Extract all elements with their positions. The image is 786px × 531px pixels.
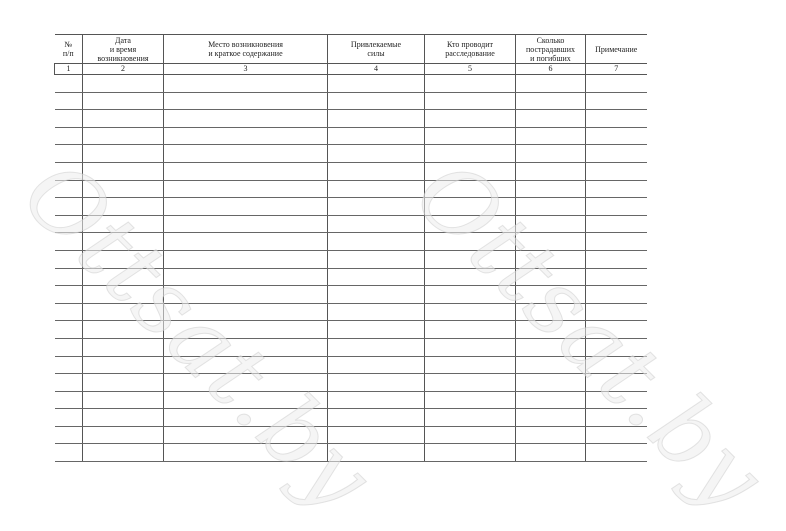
- table-row: [55, 374, 647, 392]
- table-cell[interactable]: [425, 286, 516, 304]
- table-cell[interactable]: [164, 321, 328, 339]
- table-cell[interactable]: [425, 321, 516, 339]
- table-cell[interactable]: [83, 92, 164, 110]
- table-cell[interactable]: [328, 110, 425, 128]
- column-header-number: № п/п: [55, 35, 83, 64]
- table-cell[interactable]: [516, 233, 586, 251]
- table-cell[interactable]: [586, 338, 647, 356]
- table-cell[interactable]: [164, 303, 328, 321]
- table-cell[interactable]: [83, 215, 164, 233]
- table-cell[interactable]: [83, 250, 164, 268]
- table-cell[interactable]: [425, 127, 516, 145]
- table-cell[interactable]: [164, 145, 328, 163]
- table-cell[interactable]: [164, 268, 328, 286]
- table-cell[interactable]: [164, 162, 328, 180]
- table-cell[interactable]: [516, 338, 586, 356]
- table-cell[interactable]: [83, 233, 164, 251]
- table-cell[interactable]: [586, 75, 647, 93]
- table-cell[interactable]: [164, 286, 328, 304]
- table-header-row: [55, 35, 647, 64]
- table-cell[interactable]: [83, 198, 164, 216]
- table-cell[interactable]: [83, 268, 164, 286]
- table-cell[interactable]: [328, 356, 425, 374]
- table-cell[interactable]: [586, 286, 647, 304]
- table-cell[interactable]: [83, 391, 164, 409]
- table-row: [55, 303, 647, 321]
- table-row: [55, 110, 647, 128]
- table-cell[interactable]: [83, 286, 164, 304]
- table-cell[interactable]: [516, 356, 586, 374]
- table-cell[interactable]: [55, 303, 83, 321]
- column-number: 1: [55, 64, 83, 75]
- table-cell[interactable]: [328, 409, 425, 427]
- table-cell[interactable]: [55, 215, 83, 233]
- table-cell[interactable]: [516, 268, 586, 286]
- table-cell[interactable]: [516, 409, 586, 427]
- table-row: [55, 233, 647, 251]
- table-cell[interactable]: [516, 374, 586, 392]
- table-cell[interactable]: [586, 145, 647, 163]
- table-cell[interactable]: [516, 286, 586, 304]
- table-cell[interactable]: [425, 356, 516, 374]
- table-cell[interactable]: [586, 391, 647, 409]
- table-row: [55, 180, 647, 198]
- table-cell[interactable]: [83, 338, 164, 356]
- table-cell[interactable]: [516, 198, 586, 216]
- table-cell[interactable]: [164, 409, 328, 427]
- table-cell[interactable]: [164, 444, 328, 462]
- table-row: [55, 268, 647, 286]
- table-cell[interactable]: [425, 180, 516, 198]
- table-cell[interactable]: [83, 409, 164, 427]
- table-cell[interactable]: [586, 268, 647, 286]
- table-row: [55, 198, 647, 216]
- table-cell[interactable]: [55, 92, 83, 110]
- table-cell[interactable]: [83, 75, 164, 93]
- table-cell[interactable]: [516, 110, 586, 128]
- table-cell[interactable]: [425, 426, 516, 444]
- table-cell[interactable]: [164, 215, 328, 233]
- table-cell[interactable]: [83, 426, 164, 444]
- table-cell[interactable]: [425, 391, 516, 409]
- table-cell[interactable]: [328, 233, 425, 251]
- table-cell[interactable]: [586, 162, 647, 180]
- table-cell[interactable]: [425, 145, 516, 163]
- table-cell[interactable]: [55, 286, 83, 304]
- table-cell[interactable]: [586, 233, 647, 251]
- table-cell[interactable]: [586, 426, 647, 444]
- table-row: [55, 409, 647, 427]
- table-cell[interactable]: [83, 127, 164, 145]
- table-cell[interactable]: [55, 426, 83, 444]
- table-cell[interactable]: [328, 162, 425, 180]
- table-cell[interactable]: [164, 75, 328, 93]
- table-cell[interactable]: [83, 321, 164, 339]
- column-number-row: [55, 64, 647, 75]
- table-cell[interactable]: [425, 198, 516, 216]
- column-header-forces: Привлекаемые силы: [328, 35, 425, 64]
- table-cell[interactable]: [328, 444, 425, 462]
- table-cell[interactable]: [586, 250, 647, 268]
- table-cell[interactable]: [328, 75, 425, 93]
- table-cell[interactable]: [425, 92, 516, 110]
- table-cell[interactable]: [425, 374, 516, 392]
- table-cell[interactable]: [55, 444, 83, 462]
- table-cell[interactable]: [586, 321, 647, 339]
- table-cell[interactable]: [425, 250, 516, 268]
- table-cell[interactable]: [83, 356, 164, 374]
- table-cell[interactable]: [55, 374, 83, 392]
- incident-register-table: [54, 34, 647, 462]
- table-cell[interactable]: [586, 356, 647, 374]
- table-cell[interactable]: [586, 127, 647, 145]
- table-cell[interactable]: [55, 250, 83, 268]
- table-cell[interactable]: [164, 250, 328, 268]
- table-row: [55, 145, 647, 163]
- table-row: [55, 426, 647, 444]
- table-cell[interactable]: [586, 92, 647, 110]
- table-cell[interactable]: [55, 391, 83, 409]
- table-cell[interactable]: [425, 233, 516, 251]
- table-cell[interactable]: [328, 286, 425, 304]
- table-cell[interactable]: [328, 303, 425, 321]
- table-cell[interactable]: [83, 145, 164, 163]
- column-number: 4: [328, 64, 425, 75]
- table-row: [55, 391, 647, 409]
- table-cell[interactable]: [586, 444, 647, 462]
- table-cell[interactable]: [164, 233, 328, 251]
- table-cell[interactable]: [328, 92, 425, 110]
- table-row: [55, 215, 647, 233]
- table-cell[interactable]: [83, 374, 164, 392]
- table-body: [55, 75, 647, 462]
- table-cell[interactable]: [425, 162, 516, 180]
- table-cell[interactable]: [516, 162, 586, 180]
- table-cell[interactable]: [516, 321, 586, 339]
- table-cell[interactable]: [425, 409, 516, 427]
- table-cell[interactable]: [328, 268, 425, 286]
- table-row: [55, 250, 647, 268]
- table-row: [55, 444, 647, 462]
- table-cell[interactable]: [328, 215, 425, 233]
- table-cell[interactable]: [586, 409, 647, 427]
- table-row: [55, 286, 647, 304]
- table-cell[interactable]: [516, 444, 586, 462]
- table-cell[interactable]: [425, 110, 516, 128]
- table-cell[interactable]: [516, 250, 586, 268]
- table-cell[interactable]: [164, 92, 328, 110]
- table-cell[interactable]: [55, 268, 83, 286]
- table-cell[interactable]: [55, 110, 83, 128]
- table-cell[interactable]: [55, 233, 83, 251]
- table-cell[interactable]: [425, 75, 516, 93]
- table-cell[interactable]: [164, 180, 328, 198]
- table-row: [55, 321, 647, 339]
- column-number: 6: [516, 64, 586, 75]
- table-cell[interactable]: [516, 215, 586, 233]
- table-cell[interactable]: [328, 250, 425, 268]
- table-cell[interactable]: [586, 374, 647, 392]
- column-number: 5: [425, 64, 516, 75]
- table-row: [55, 162, 647, 180]
- table-cell[interactable]: [164, 356, 328, 374]
- table-cell[interactable]: [83, 303, 164, 321]
- table-cell[interactable]: [516, 303, 586, 321]
- column-header-casualties: Сколько пострадавших и погибших: [516, 35, 586, 64]
- table-cell[interactable]: [516, 391, 586, 409]
- table-cell[interactable]: [55, 198, 83, 216]
- table-cell[interactable]: [328, 127, 425, 145]
- table-cell[interactable]: [55, 338, 83, 356]
- table-cell[interactable]: [328, 391, 425, 409]
- table-cell[interactable]: [425, 444, 516, 462]
- table-cell[interactable]: [328, 338, 425, 356]
- table-cell[interactable]: [516, 145, 586, 163]
- table-cell[interactable]: [164, 374, 328, 392]
- table-cell[interactable]: [164, 426, 328, 444]
- table-cell[interactable]: [164, 127, 328, 145]
- table-cell[interactable]: [425, 338, 516, 356]
- column-number: 2: [83, 64, 164, 75]
- table-cell[interactable]: [425, 303, 516, 321]
- table-cell[interactable]: [83, 110, 164, 128]
- table-row: [55, 356, 647, 374]
- table-cell[interactable]: [586, 303, 647, 321]
- column-number: 7: [586, 64, 647, 75]
- table-cell[interactable]: [586, 198, 647, 216]
- watermark: Ottsat.by: [2, 140, 394, 531]
- table-cell[interactable]: [425, 215, 516, 233]
- column-number: 3: [164, 64, 328, 75]
- table-cell[interactable]: [164, 338, 328, 356]
- table-cell[interactable]: [55, 180, 83, 198]
- table-cell[interactable]: [83, 180, 164, 198]
- table-cell[interactable]: [516, 75, 586, 93]
- table-cell[interactable]: [425, 268, 516, 286]
- table-cell[interactable]: [328, 198, 425, 216]
- table-cell[interactable]: [516, 127, 586, 145]
- column-header-date-time: Дата и время возникновения: [83, 35, 164, 64]
- table-cell[interactable]: [328, 145, 425, 163]
- table-cell[interactable]: [83, 444, 164, 462]
- table-row: [55, 75, 647, 93]
- column-header-note: Примечание: [586, 35, 647, 64]
- table-cell[interactable]: [55, 409, 83, 427]
- table-cell[interactable]: [328, 321, 425, 339]
- table-row: [55, 92, 647, 110]
- table-cell[interactable]: [55, 127, 83, 145]
- table-cell[interactable]: [55, 321, 83, 339]
- table-cell[interactable]: [55, 75, 83, 93]
- table-cell[interactable]: [328, 426, 425, 444]
- table-row: [55, 338, 647, 356]
- table-cell[interactable]: [586, 215, 647, 233]
- table-cell[interactable]: [586, 180, 647, 198]
- table-cell[interactable]: [516, 426, 586, 444]
- table-cell[interactable]: [586, 110, 647, 128]
- column-header-investigator: Кто проводит расследование: [425, 35, 516, 64]
- table-cell[interactable]: [516, 180, 586, 198]
- table-cell[interactable]: [164, 198, 328, 216]
- table-cell[interactable]: [516, 92, 586, 110]
- table-cell[interactable]: [164, 391, 328, 409]
- table-cell[interactable]: [328, 180, 425, 198]
- table-row: [55, 127, 647, 145]
- table-cell[interactable]: [328, 374, 425, 392]
- table-cell[interactable]: [83, 162, 164, 180]
- table-cell[interactable]: [164, 110, 328, 128]
- table-cell[interactable]: [55, 356, 83, 374]
- column-header-place-summary: Место возникновения и краткое содержание: [164, 35, 328, 64]
- table-cell[interactable]: [55, 145, 83, 163]
- watermark: Ottsat.by: [394, 140, 786, 531]
- table-cell[interactable]: [55, 162, 83, 180]
